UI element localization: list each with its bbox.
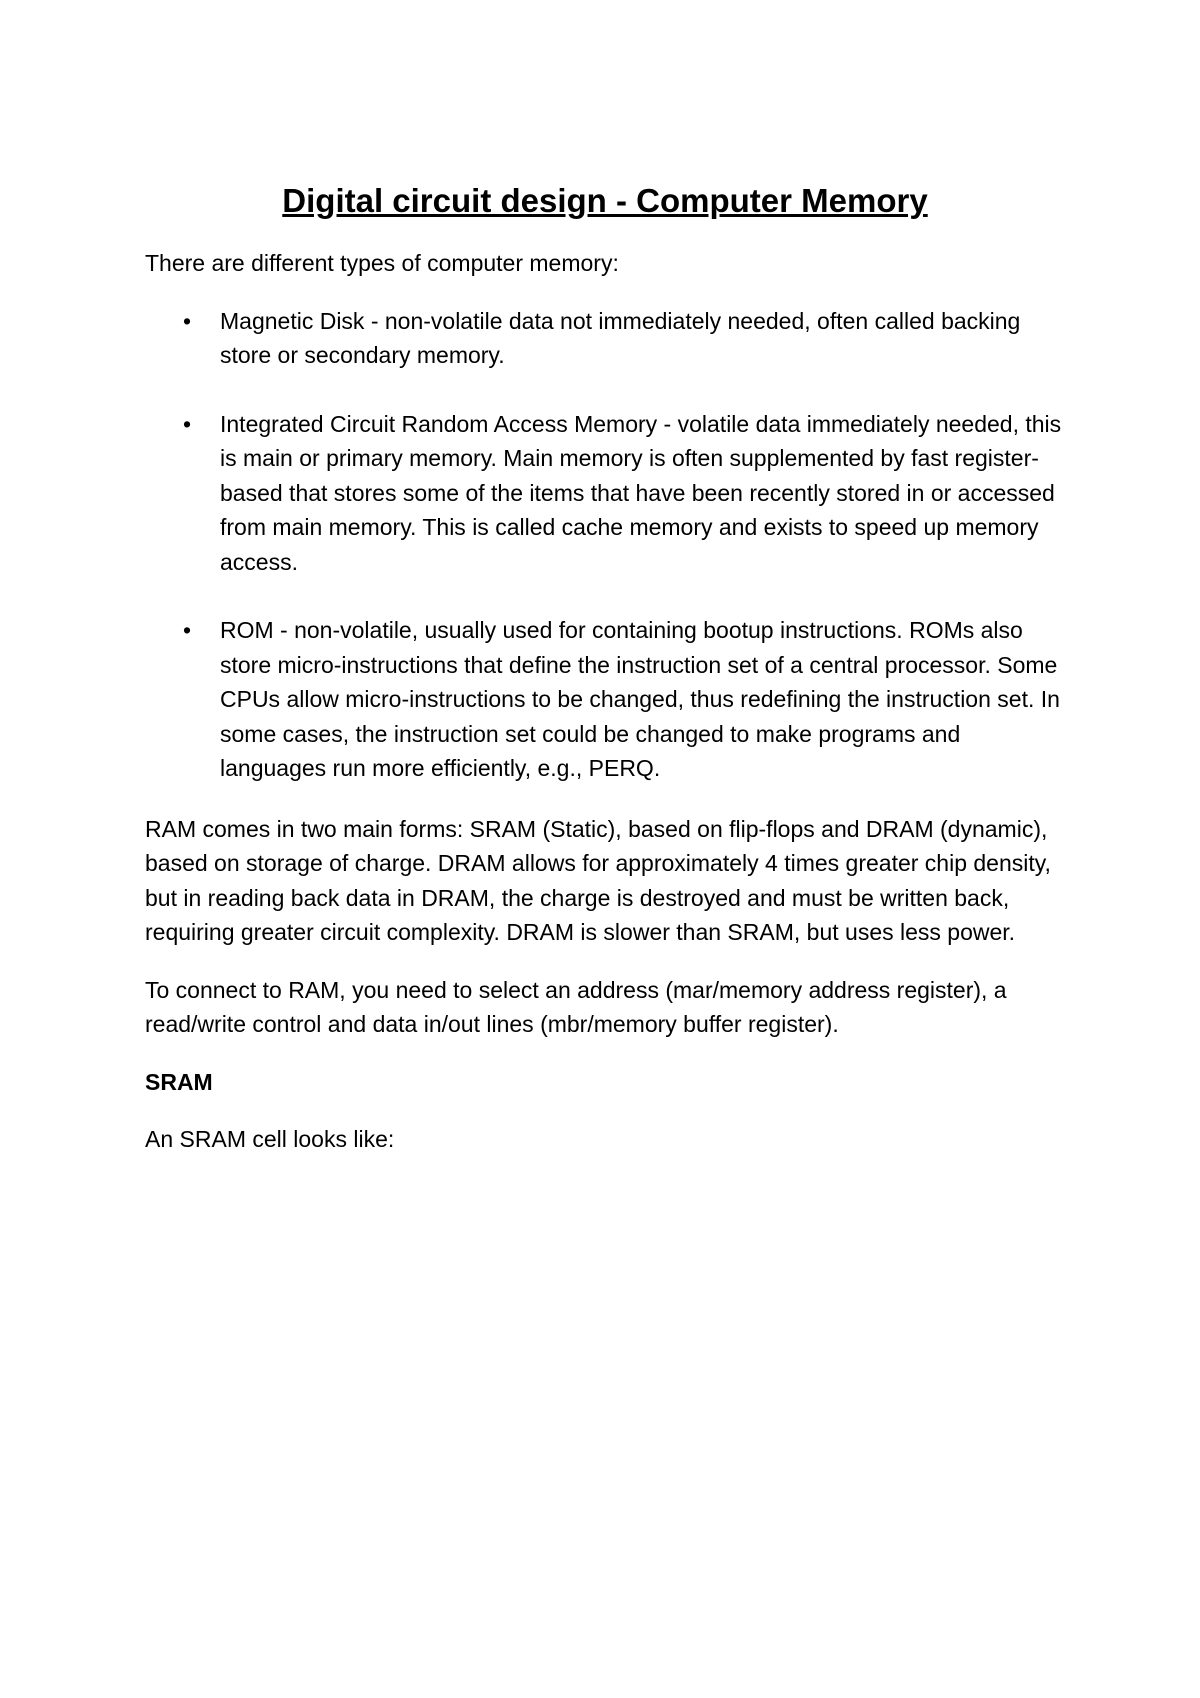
sram-intro-paragraph: An SRAM cell looks like: <box>145 1126 395 1152</box>
page-title: Digital circuit design - Computer Memory <box>282 182 928 219</box>
ram-forms-paragraph: RAM comes in two main forms: SRAM (Static), based on flip-flops and DRAM (dynamic), based on storage of charge. DRAM allows for approximately 4 times greater chip density, but in reading back data in DRAM, the charge is destroyed and must be written back, requiring greater circuit complexity. DRAM is slower than SRAM, but uses less power. <box>145 815 1051 945</box>
list-item-ram <box>145 407 1065 580</box>
list-item-text: Magnetic Disk - non-volatile data not immediately needed, often called backing store or secondary memory. <box>220 307 1021 368</box>
sram-heading: SRAM <box>145 1068 213 1095</box>
list-item-text: Integrated Circuit Random Access Memory - volatile data immediately needed, this is main or primary memory. Main memory is often supplemented by fast register-based that stores some of the items that have been recently stored in or accessed from main memory. This is called cache memory and exists to speed up memory access. <box>220 410 1062 575</box>
connect-ram-paragraph: To connect to RAM, you need to select an address (mar/memory address register), a read/write control and data in/out lines (mbr/memory buffer register). <box>145 976 1007 1037</box>
list-item-magnetic-disk <box>145 304 1065 373</box>
bullet-icon: • <box>183 617 192 643</box>
list-item-text: ROM - non-volatile, usually used for containing bootup instructions. ROMs also store micro-instructions that define the instruction set of a central processor. Some CPUs allow micro-instructions to be changed, thus redefining the instruction set. In some cases, the instruction set could be changed to make programs and languages run more efficiently, e.g., PERQ. <box>220 617 1060 781</box>
bullet-icon: • <box>183 307 192 334</box>
intro-paragraph: There are different types of computer memory: <box>145 250 619 276</box>
list-item-rom <box>145 613 1065 786</box>
bullet-icon: • <box>183 410 192 437</box>
document-body <box>145 178 1065 1180</box>
memory-types-list <box>145 304 1065 786</box>
